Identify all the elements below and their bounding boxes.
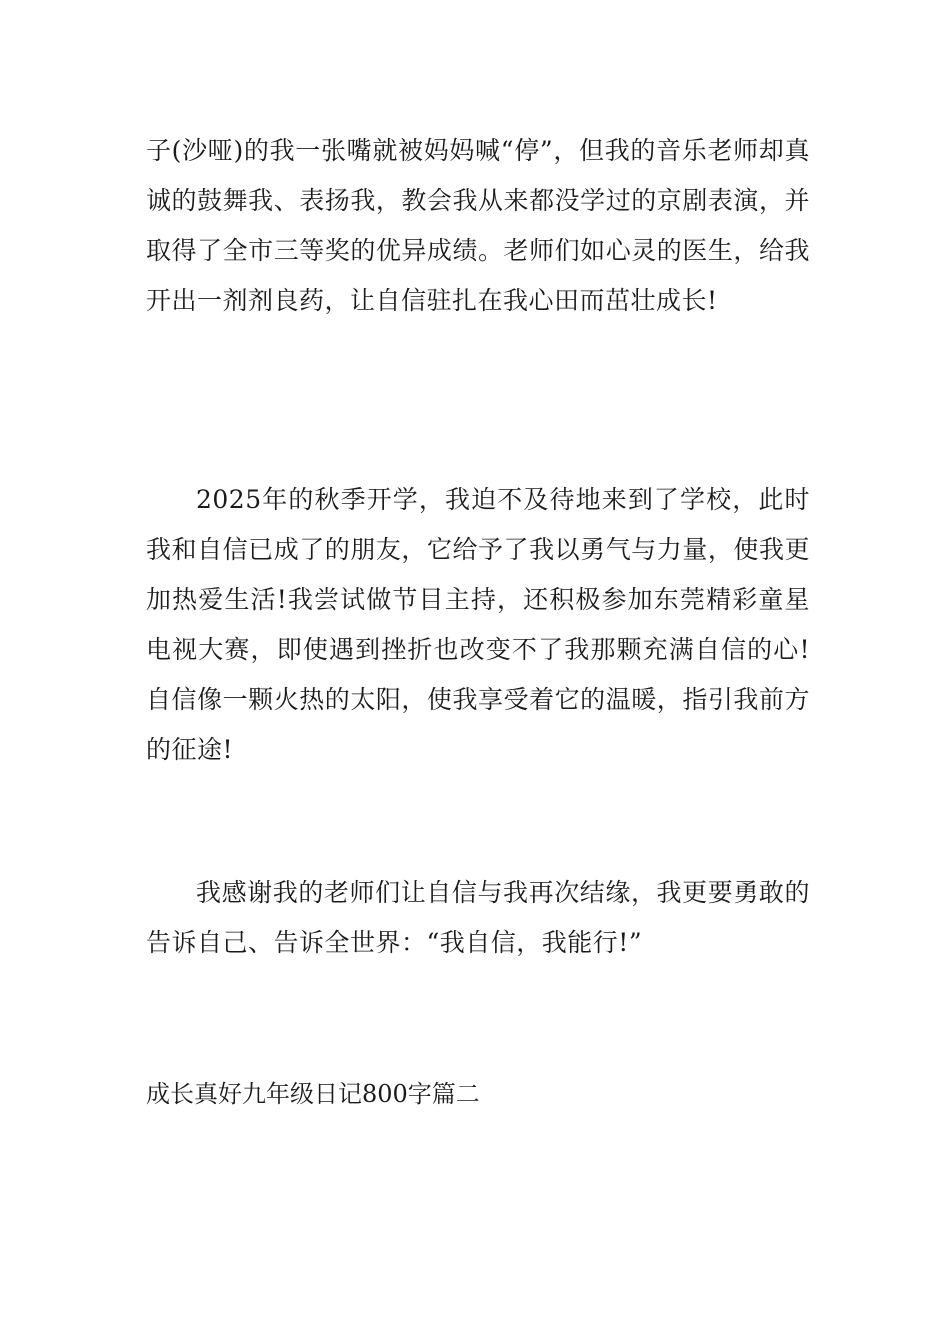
paragraph-gratitude: 我感谢我的老师们让自信与我再次结缘，我更要勇敢的告诉自己、告诉全世界：“我自信，我能行!” xyxy=(146,878,810,957)
paragraph-autumn-semester: 2025年的秋季开学，我迫不及待地来到了学校，此时我和自信已成了的朋友，它给予了我以勇气与力量，使我更加热爱生活!我尝试做节目主持，还积极参加东莞精彩童星电视大赛，即使遇到挫折也改变不了我那颗充满自信的心!自信像一颗火热的太阳，使我享受着它的温暖，指引我前方的征途! xyxy=(146,485,810,764)
section-heading: 成长真好九年级日记800字篇二 xyxy=(146,1080,480,1108)
paragraph-continuation: 子(沙哑)的我一张嘴就被妈妈喊“停”，但我的音乐老师却真诚的鼓舞我、表扬我，教会我从来都没学过的京剧表演，并取得了全市三等奖的优异成绩。老师们如心灵的医生，给我开出一剂剂良药，让自信驻扎在我心田而茁壮成长! xyxy=(146,136,810,315)
